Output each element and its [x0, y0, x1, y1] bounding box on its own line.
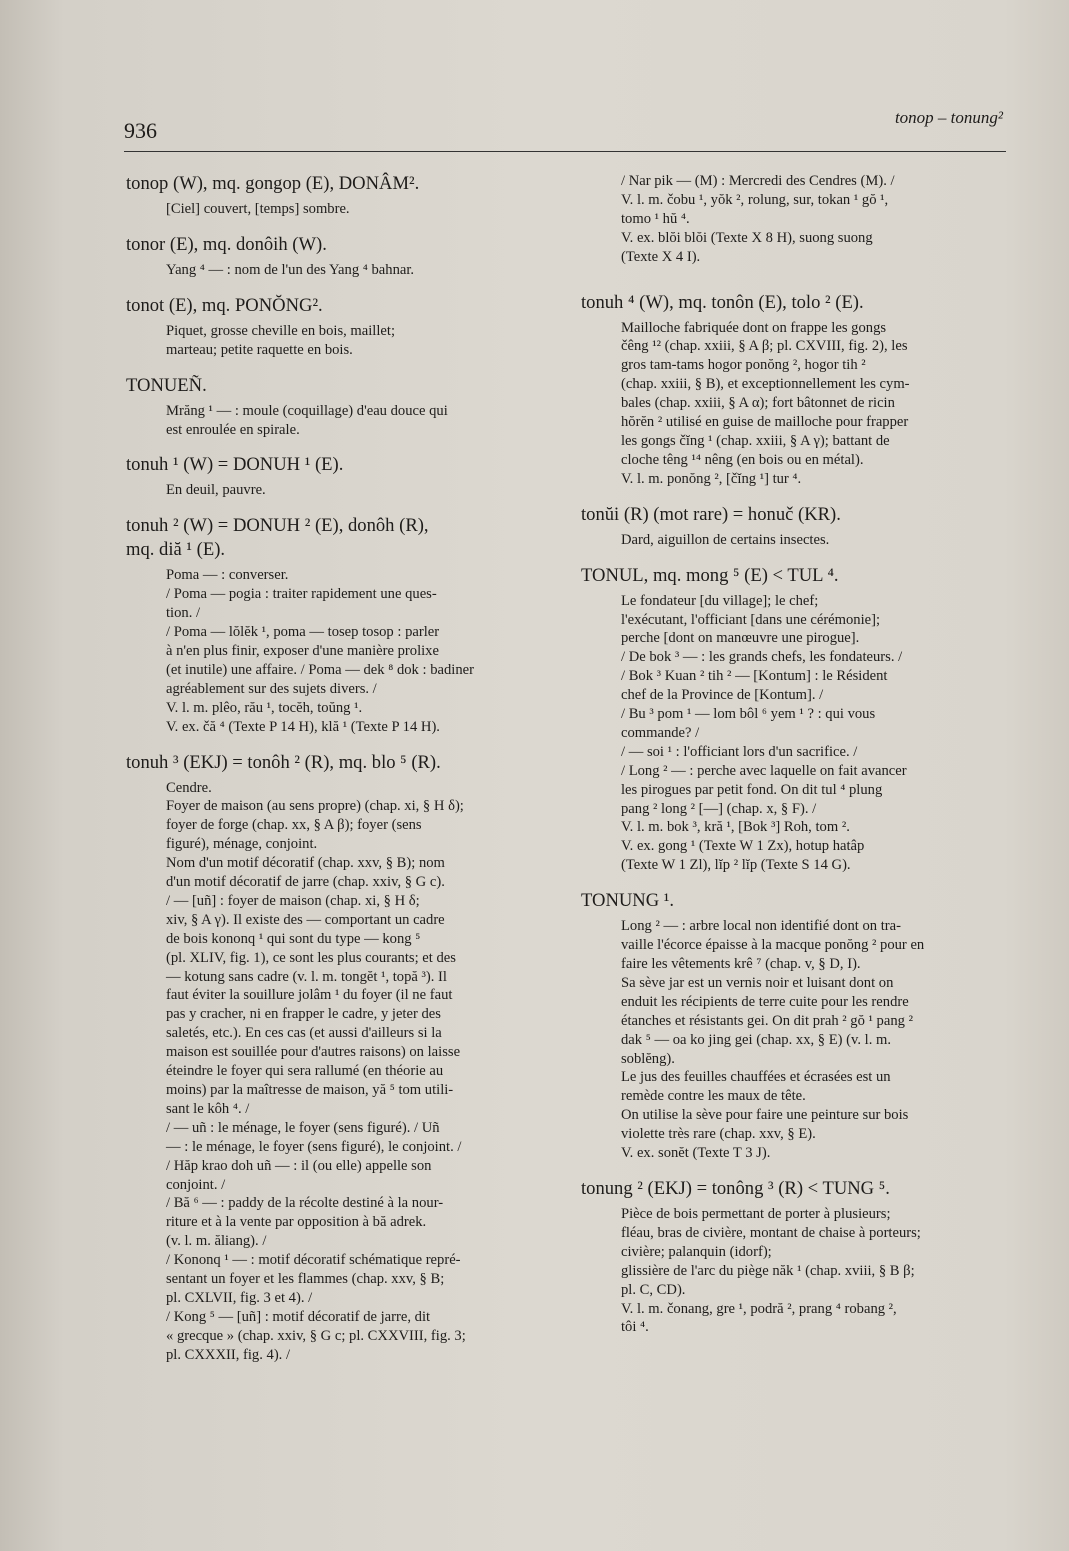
entry-line: pl. CXXXII, fig. 4). / — [166, 1346, 291, 1363]
entry-line: soblĕng). — [621, 1050, 675, 1067]
entry-line: / — [uñ] : foyer de maison (chap. xi, § H δ; — [166, 892, 420, 909]
entry-line: V. ex. čă ⁴ (Texte P 14 H), klă ¹ (Texte P 14 H). — [166, 718, 440, 735]
entry-line: / Poma — pogia : traiter rapidement une ques- — [166, 586, 437, 603]
entry-line: « grecque » (chap. xxiv, § G c; pl. CXXVIII, fig. 3; — [166, 1327, 466, 1344]
entry-line: Le jus des feuilles chauffées et écrasées est un — [621, 1069, 891, 1086]
entry-line: / Kononq ¹ — : motif décoratif schématique repré- — [166, 1252, 461, 1269]
entry-line: perche [dont on manœuvre une pirogue]. — [621, 630, 860, 647]
entry-headword: tonuh ³ (EKJ) = tonôh ² (R), mq. blo ⁵ (R). — [126, 751, 441, 773]
entry-line: figuré), ménage, conjoint. — [166, 836, 318, 853]
entry-line: V. l. m. plêo, rău ¹, tocĕh, toŭng ¹. — [166, 699, 363, 716]
left-column — [126, 172, 550, 1379]
entry-headword: TONUEÑ. — [126, 374, 207, 396]
entry-line: V. ex. sonĕt (Texte T 3 J). — [621, 1145, 771, 1162]
entry-line: xiv, § A γ). Il existe des — comportant un cadre — [166, 911, 445, 928]
entry-line: tôi ⁴. — [621, 1319, 649, 1336]
entry-headword: tonuh ² (W) = DONUH ² (E), donôh (R), — [126, 515, 429, 537]
entry-line: V. l. m. čobu ¹, yŏk ², rolung, sur, tokan ¹ gŏ ¹, — [621, 191, 889, 208]
entry-headword: TONUNG ¹. — [581, 890, 675, 912]
entry-line: — : le ménage, le foyer (sens figuré), le conjoint. / — [166, 1138, 462, 1155]
entry-line: sentant un foyer et les flammes (chap. xxv, § B; — [166, 1271, 445, 1288]
entry-line: Le fondateur [du village]; le chef; — [621, 592, 819, 609]
entry-line: / Poma — lŏlĕk ¹, poma — tosep tosop : parler — [166, 624, 440, 641]
entry-line: — kotung sans cadre (v. l. m. tongĕt ¹, topă ³). Il — [166, 968, 447, 985]
entry-headword: tonot (E), mq. PONŎNG². — [126, 294, 323, 316]
entry-line: / Kong ⁵ — [uñ] : motif décoratif de jarre, dit — [166, 1308, 431, 1325]
entry-line: fléau, bras de civière, montant de chaise à porteurs; — [621, 1224, 921, 1241]
entry-line: enduit les récipients de terre cuite pour les rendre — [621, 993, 909, 1010]
dictionary-entry — [126, 374, 550, 440]
entry-line: V. l. m. bok ³, kră ¹, [Bok ³] Roh, tom ². — [621, 819, 850, 836]
entry-line: bales (chap. xxiii, § A α); fort bâtonnet de ricin — [621, 395, 895, 412]
entry-line: saletés, etc.). En ces cas (et aussi d'ailleurs si la — [166, 1025, 442, 1042]
dictionary-entry — [126, 514, 550, 736]
entry-line: / Bă ⁶ — : paddy de la récolte destiné à la nour- — [166, 1195, 444, 1212]
entry-line: est enroulée en spirale. — [166, 421, 300, 438]
entry-line: hŏrĕn ² utilisé en guise de mailloche pour frapper — [621, 414, 909, 431]
entry-line: / De bok ³ — : les grands chefs, les fondateurs. / — [621, 649, 903, 666]
dictionary-entry — [126, 294, 550, 360]
entry-line: commande? / — [621, 724, 700, 741]
dictionary-entry — [581, 172, 1005, 267]
entry-line: (chap. xxiii, § B), et exceptionnellement les cym- — [621, 376, 910, 393]
entry-line: l'exécutant, l'officiant [dans une cérémonie]; — [621, 611, 881, 628]
entry-line: d'un motif décoratif de jarre (chap. xxiv, § G c). — [166, 874, 445, 891]
entry-line: sant le kôh ⁴. / — [166, 1100, 250, 1117]
dictionary-entry — [581, 564, 1005, 876]
entry-line: (et inutile) une affaire. / Poma — dek ⁸ dok : badiner — [166, 661, 474, 678]
running-head: tonop – tonung² — [894, 108, 1003, 127]
entry-line: cloche têng ¹⁴ nêng (en bois ou en métal). — [621, 451, 864, 468]
entry-line: / — soi ¹ : l'officiant lors d'un sacrifice. / — [621, 743, 858, 760]
entry-line: remède contre les maux de tête. — [621, 1088, 806, 1105]
entry-line: V. ex. blŏi blŏi (Texte X 8 H), suong suong — [621, 229, 873, 246]
entry-line: de bois kononq ¹ qui sont du type — kong ⁵ — [166, 930, 421, 947]
entry-line: Cendre. — [166, 779, 212, 796]
entry-line: conjoint. / — [166, 1176, 226, 1193]
entry-line: En deuil, pauvre. — [166, 482, 266, 499]
entry-line: Foyer de maison (au sens propre) (chap. xi, § H δ); — [166, 798, 464, 815]
dictionary-entry — [126, 233, 550, 280]
entry-line: (v. l. m. ăliang). / — [166, 1233, 267, 1250]
dictionary-entry — [581, 503, 1005, 550]
entry-line: maison est souillée pour d'autres raisons) on laisse — [166, 1044, 461, 1061]
entry-line: Sa sève jar est un vernis noir et luisant dont on — [621, 974, 894, 991]
entry-line: dak ⁵ — oa ko jing gei (chap. xx, § E) (v. l. m. — [621, 1031, 892, 1048]
entry-line: / Hăp krao doh uñ — : il (ou elle) appelle son — [166, 1157, 432, 1174]
entry-line: (Texte X 4 I). — [621, 248, 701, 265]
entry-line: chef de la Province de [Kontum]. / — [621, 687, 824, 704]
entry-line: On utilise la sève pour faire une peinture sur bois — [621, 1107, 909, 1124]
entry-line: les gongs čĭng ¹ (chap. xxiii, § A γ); battant de — [621, 432, 890, 449]
entry-line: V. l. m. čonang, gre ¹, podră ², prang ⁴ robang ², — [621, 1300, 897, 1317]
entry-line: / Bu ³ pom ¹ — lom bôl ⁶ yem ¹ ? : qui vous — [621, 706, 876, 723]
entry-line: glissière de l'arc du piège năk ¹ (chap. xviii, § B β; — [621, 1262, 915, 1279]
entry-headword: tonŭi (R) (mot rare) = honuč (KR). — [581, 503, 841, 525]
entry-headword: tonung ² (EKJ) = tonông ³ (R) < TUNG ⁵. — [581, 1177, 890, 1199]
entry-line: / Long ² — : perche avec laquelle on fait avancer — [621, 762, 907, 779]
entry-line: civière; palanquin (idorf); — [621, 1243, 772, 1260]
entry-line: Long ² — : arbre local non identifié dont on tra- — [621, 918, 901, 935]
entry-line: Poma — : converser. — [166, 567, 289, 584]
dictionary-entry — [581, 291, 1005, 489]
header-rule — [124, 151, 1006, 152]
entry-line: pas y cracher, ni en frapper le cadre, y jeter des — [166, 1006, 441, 1023]
entry-line: [Ciel] couvert, [temps] sombre. — [166, 201, 350, 217]
entry-line: / — uñ : le ménage, le foyer (sens figuré). / Uñ — [166, 1119, 440, 1136]
entry-line: pang ² long ² [—] (chap. x, § F). / — [621, 800, 817, 817]
entry-line: Dard, aiguillon de certains insectes. — [621, 531, 830, 548]
entry-line: étanches et résistants gei. On dit prah ² gŏ ¹ pang ² — [621, 1012, 913, 1029]
entry-line: Pièce de bois permettant de porter à plusieurs; — [621, 1205, 891, 1222]
entry-headword-continuation: mq. diă ¹ (E). — [126, 539, 226, 561]
entry-line: moins) par la maîtresse de maison, yă ⁵ tom utili- — [166, 1082, 454, 1098]
entry-line: éteindre le foyer qui sera rallumé (en théorie au — [166, 1063, 444, 1080]
entry-line: Nom d'un motif décoratif (chap. xxv, § B); nom — [166, 855, 445, 872]
entry-line: vaille l'écorce épaisse à la macque ponŏng ² pour en — [621, 937, 925, 954]
entry-line: Mailloche fabriquée dont on frappe les gongs — [621, 319, 887, 336]
entry-line: violette très rare (chap. xxv, § E). — [621, 1126, 816, 1143]
entry-line: marteau; petite raquette en bois. — [166, 341, 353, 358]
entry-line: čêng ¹² (chap. xxiii, § A β; pl. CXVIII, fig. 2), les — [621, 338, 908, 355]
entry-line: V. l. m. ponŏng ², [čĭng ¹] tur ⁴. — [621, 470, 802, 487]
entry-line: pl. C, CD). — [621, 1281, 686, 1298]
entry-line: foyer de forge (chap. xx, § A β); foyer (sens — [166, 817, 422, 834]
entry-line: / Nar pik — (M) : Mercredi des Cendres (M). / — [621, 173, 895, 189]
dictionary-entry — [581, 889, 1005, 1163]
entry-headword: tonor (E), mq. donôih (W). — [126, 233, 327, 255]
entry-line: les pirogues par petit fond. On dit tul ⁴ plung — [621, 781, 883, 798]
entry-line: Mrăng ¹ — : moule (coquillage) d'eau douce qui — [166, 402, 448, 419]
entry-headword: tonop (W), mq. gongop (E), DONÂM². — [126, 173, 420, 194]
entry-headword: TONUL, mq. mong ⁵ (E) < TUL ⁴. — [581, 564, 839, 586]
right-column — [581, 172, 1005, 1351]
entry-headword: tonuh ¹ (W) = DONUH ¹ (E). — [126, 454, 344, 476]
entry-line: Piquet, grosse cheville en bois, maillet; — [166, 322, 395, 339]
dictionary-entry — [581, 1177, 1005, 1337]
entry-headword: tonuh ⁴ (W), mq. tonôn (E), tolo ² (E). — [581, 291, 864, 313]
entry-line: faut éviter la souillure jolâm ¹ du foyer (il ne faut — [166, 987, 453, 1004]
entry-line: tion. / — [166, 605, 201, 622]
entry-line: (pl. XLIV, fig. 1), ce sont les plus courants; et des — [166, 949, 456, 966]
entry-line: tomo ¹ hŭ ⁴. — [621, 210, 690, 227]
entry-line: (Texte W 1 Zl), lĭp ² lĭp (Texte S 14 G). — [621, 857, 851, 874]
entry-line: agréablement sur des sujets divers. / — [166, 680, 377, 697]
page-number: 936 — [124, 118, 157, 143]
dictionary-entry — [126, 172, 550, 219]
dictionary-entry — [126, 453, 550, 500]
dictionary-entry — [126, 751, 550, 1365]
entry-line: riture et à la vente par opposition à bă adrek. — [166, 1214, 427, 1231]
entry-line: faire les vêtements krê ⁷ (chap. v, § D, I). — [621, 956, 861, 972]
entry-line: / Bok ³ Kuan ² tih ² — [Kontum] : le Résident — [621, 668, 888, 685]
entry-line: V. ex. gong ¹ (Texte W 1 Zx), hotup hatâp — [621, 838, 865, 855]
entry-line: Yang ⁴ — : nom de l'un des Yang ⁴ bahnar. — [166, 261, 415, 278]
entry-line: à n'en plus finir, exposer d'une manière prolixe — [166, 642, 439, 659]
entry-line: gros tam-tams hogor ponŏng ², hogor tih ² — [621, 357, 866, 374]
entry-line: pl. CXLVII, fig. 3 et 4). / — [166, 1289, 313, 1306]
